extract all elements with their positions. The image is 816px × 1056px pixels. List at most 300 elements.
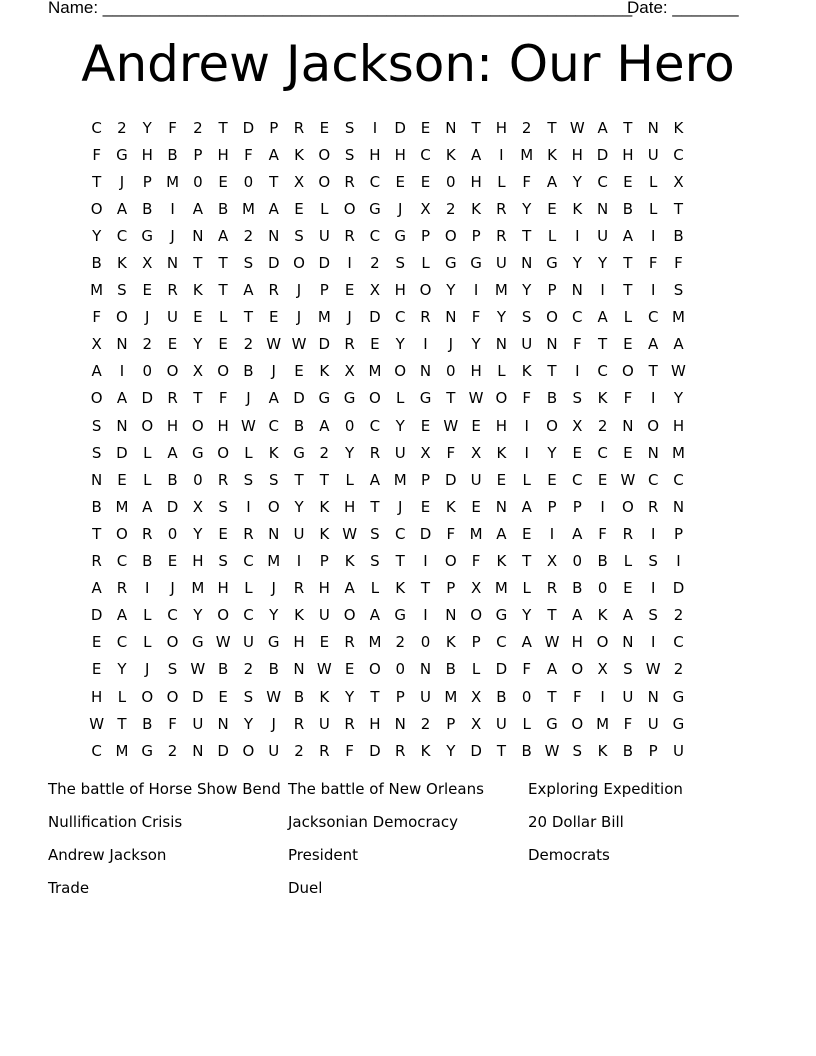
grid-letter: A <box>268 389 279 408</box>
grid-letter: M <box>191 579 205 598</box>
grid-letter: T <box>446 389 456 408</box>
grid-letter: 2 <box>420 714 431 733</box>
grid-letter: S <box>91 443 102 462</box>
grid-letter: B <box>167 145 178 164</box>
grid-letter: U <box>495 714 507 733</box>
grid-row <box>84 602 691 629</box>
word-list-item: Jacksonian Democracy <box>288 813 458 831</box>
grid-letter: O <box>444 552 457 571</box>
grid-letter: A <box>496 524 507 543</box>
grid-letter: S <box>344 118 355 137</box>
grid-letter: L <box>421 254 430 273</box>
grid-letter: B <box>142 714 153 733</box>
grid-letter: C <box>369 416 381 435</box>
grid-letter: H <box>141 145 153 164</box>
grid-letter: O <box>166 687 179 706</box>
grid-letter: M <box>241 199 255 218</box>
grid-letter: X <box>470 687 482 706</box>
grid-letter: R <box>369 443 381 462</box>
grid-letter: 0 <box>193 470 203 489</box>
grid-letter: F <box>572 687 582 706</box>
grid-letter: D <box>596 145 609 164</box>
grid-letter: L <box>623 308 633 327</box>
grid-letter: E <box>597 470 608 489</box>
grid-letter: N <box>268 524 280 543</box>
grid-letter: A <box>319 416 330 435</box>
grid-letter: T <box>193 254 203 273</box>
grid-letter: K <box>117 254 127 273</box>
grid-letter: R <box>243 524 254 543</box>
grid-letter: F <box>168 118 177 137</box>
grid-letter: K <box>471 199 482 218</box>
grid-letter: C <box>673 470 684 489</box>
grid-letter: W <box>291 335 307 354</box>
grid-letter: T <box>319 470 329 489</box>
grid-letter: I <box>170 199 175 218</box>
grid-letter: E <box>623 172 633 191</box>
grid-letter: S <box>167 660 178 679</box>
grid-letter: J <box>397 497 403 516</box>
grid-letter: M <box>672 308 685 327</box>
word-list-item: Nullification Crisis <box>48 813 183 831</box>
grid-letter: T <box>547 362 557 381</box>
grid-letter: I <box>650 524 656 543</box>
grid-letter: O <box>394 362 407 381</box>
grid-letter: K <box>445 497 456 516</box>
grid-letter: B <box>546 389 558 408</box>
grid-row <box>84 629 691 656</box>
grid-letter: B <box>597 552 608 571</box>
grid-letter: J <box>170 579 175 598</box>
grid-letter: M <box>494 579 508 598</box>
grid-letter: F <box>446 443 456 462</box>
grid-letter: C <box>116 552 128 571</box>
grid-row <box>84 737 691 764</box>
grid-letter: N <box>192 226 204 245</box>
grid-letter: O <box>217 443 230 462</box>
grid-letter: 2 <box>395 633 405 652</box>
grid-letter: A <box>597 308 608 327</box>
grid-row <box>84 520 691 547</box>
grid-letter: K <box>496 443 507 462</box>
grid-letter: X <box>293 172 305 191</box>
grid-letter: W <box>266 335 282 354</box>
grid-letter: 2 <box>142 335 153 354</box>
grid-letter: R <box>647 497 659 516</box>
grid-letter: L <box>117 687 127 706</box>
grid-letter: H <box>369 714 381 733</box>
grid-letter: G <box>192 443 204 462</box>
grid-letter: F <box>522 172 532 191</box>
grid-letter: S <box>218 497 228 516</box>
grid-letter: D <box>141 389 154 408</box>
grid-letter: F <box>446 524 456 543</box>
grid-letter: G <box>394 226 407 245</box>
grid-letter: L <box>623 552 633 571</box>
grid-letter: 2 <box>446 199 456 218</box>
grid-letter: B <box>142 199 153 218</box>
grid-letter: B <box>572 579 583 598</box>
grid-letter: M <box>267 552 281 571</box>
grid-letter: I <box>119 362 125 381</box>
grid-letter: O <box>90 199 103 218</box>
grid-letter: 0 <box>167 524 178 543</box>
grid-letter: A <box>344 579 355 598</box>
grid-letter: P <box>420 470 431 489</box>
grid-letter: M <box>317 308 331 327</box>
grid-letter: E <box>91 633 102 652</box>
grid-letter: O <box>141 687 154 706</box>
grid-letter: L <box>244 579 253 598</box>
grid-letter: L <box>649 172 658 191</box>
grid-letter: Y <box>117 660 127 679</box>
grid-row <box>84 548 691 575</box>
grid-letter: D <box>445 470 457 489</box>
grid-letter: K <box>445 633 456 652</box>
grid-letter: C <box>394 524 406 543</box>
grid-letter: H <box>217 145 229 164</box>
grid-letter: P <box>193 145 203 164</box>
grid-letter: I <box>600 497 605 516</box>
grid-letter: C <box>496 633 507 652</box>
grid-letter: I <box>423 335 428 354</box>
grid-letter: X <box>470 443 482 462</box>
grid-letter: A <box>192 199 203 218</box>
word-list-item: Duel <box>288 879 323 897</box>
grid-letter: P <box>142 172 152 191</box>
grid-letter: M <box>368 362 382 381</box>
grid-letter: N <box>622 416 634 435</box>
grid-letter: E <box>420 118 431 137</box>
grid-letter: O <box>116 524 128 543</box>
grid-letter: C <box>673 633 684 652</box>
grid-letter: 0 <box>344 416 355 435</box>
grid-letter: B <box>622 741 634 760</box>
grid-letter: O <box>343 199 356 218</box>
grid-letter: X <box>192 362 203 381</box>
grid-letter: A <box>116 199 128 218</box>
grid-letter: I <box>650 633 656 652</box>
grid-letter: X <box>572 416 583 435</box>
grid-letter: E <box>623 579 633 598</box>
grid-letter: G <box>293 443 305 462</box>
grid-letter: O <box>444 226 457 245</box>
grid-letter: C <box>673 145 684 164</box>
grid-letter: B <box>217 199 229 218</box>
grid-letter: N <box>647 443 659 462</box>
grid-letter: T <box>294 470 304 489</box>
grid-letter: Y <box>193 335 203 354</box>
grid-letter: D <box>217 741 229 760</box>
grid-letter: L <box>218 308 228 327</box>
grid-letter: O <box>267 497 280 516</box>
grid-letter: U <box>647 145 659 164</box>
grid-letter: T <box>269 172 279 191</box>
grid-letter: I <box>650 226 656 245</box>
grid-letter: X <box>470 714 482 733</box>
grid-letter: H <box>394 145 406 164</box>
grid-letter: 0 <box>446 362 456 381</box>
grid-letter: G <box>546 254 558 273</box>
grid-letter: L <box>143 470 152 489</box>
grid-letter: U <box>495 254 507 273</box>
grid-letter: B <box>91 254 102 273</box>
grid-letter: H <box>672 416 685 435</box>
grid-letter: A <box>572 606 583 625</box>
grid-letter: U <box>167 308 179 327</box>
grid-letter: K <box>597 389 608 408</box>
word-list-item: The battle of New Orleans <box>288 780 484 798</box>
grid-letter: H <box>318 579 330 598</box>
grid-letter: H <box>343 497 356 516</box>
grid-letter: F <box>244 145 253 164</box>
grid-letter: L <box>143 443 152 462</box>
grid-letter: P <box>395 687 405 706</box>
grid-letter: I <box>575 226 580 245</box>
grid-letter: H <box>192 552 204 571</box>
grid-letter: G <box>546 714 558 733</box>
grid-letter: P <box>319 281 329 300</box>
grid-letter: E <box>547 199 557 218</box>
grid-letter: Y <box>446 741 456 760</box>
grid-letter: R <box>268 281 279 300</box>
grid-letter: T <box>648 362 658 381</box>
grid-letter: O <box>369 660 381 679</box>
grid-letter: F <box>168 714 177 733</box>
grid-letter: D <box>369 741 381 760</box>
name-field <box>48 0 632 19</box>
grid-letter: 0 <box>420 633 431 652</box>
grid-letter: C <box>420 145 431 164</box>
grid-letter: R <box>622 524 634 543</box>
grid-letter: M <box>469 524 483 543</box>
grid-letter: M <box>166 172 180 191</box>
grid-letter: G <box>495 606 508 625</box>
grid-letter: 0 <box>572 552 583 571</box>
grid-letter: U <box>672 741 684 760</box>
word-list-item: Exploring Expedition <box>528 780 683 798</box>
grid-letter: S <box>370 552 380 571</box>
grid-letter: 2 <box>294 741 304 760</box>
grid-letter: T <box>623 281 633 300</box>
grid-letter: K <box>420 741 431 760</box>
grid-row <box>84 710 691 737</box>
grid-letter: N <box>394 714 406 733</box>
grid-letter: N <box>293 660 305 679</box>
grid-letter: G <box>116 145 128 164</box>
grid-letter: N <box>91 470 103 489</box>
grid-row <box>84 575 691 602</box>
grid-letter: E <box>193 308 203 327</box>
grid-letter: S <box>218 552 228 571</box>
grid-letter: Y <box>193 606 203 625</box>
grid-letter: A <box>91 579 102 598</box>
grid-letter: G <box>192 633 204 652</box>
grid-row <box>84 222 691 249</box>
grid-letter: C <box>268 416 279 435</box>
grid-letter: S <box>91 416 102 435</box>
grid-letter: I <box>524 416 529 435</box>
grid-letter: T <box>547 606 557 625</box>
grid-letter: G <box>343 389 356 408</box>
grid-letter: F <box>345 741 354 760</box>
grid-letter: G <box>369 199 381 218</box>
grid-letter: S <box>294 226 304 245</box>
grid-letter: I <box>600 281 605 300</box>
grid-letter: K <box>319 524 330 543</box>
grid-letter: S <box>344 145 355 164</box>
grid-letter: O <box>470 606 482 625</box>
grid-letter: Y <box>522 606 532 625</box>
grid-letter: D <box>116 443 128 462</box>
grid-letter: P <box>648 741 658 760</box>
grid-letter: 0 <box>446 172 456 191</box>
grid-letter: A <box>572 524 583 543</box>
grid-letter: Y <box>395 335 405 354</box>
grid-letter: R <box>319 741 330 760</box>
grid-letter: R <box>116 579 128 598</box>
grid-letter: T <box>522 226 532 245</box>
grid-letter: J <box>448 335 454 354</box>
grid-letter: I <box>372 118 378 137</box>
grid-letter: U <box>318 606 330 625</box>
grid-letter: T <box>420 579 431 598</box>
grid-letter: D <box>419 524 432 543</box>
grid-row <box>84 304 691 331</box>
grid-letter: H <box>470 172 482 191</box>
grid-letter: J <box>271 714 276 733</box>
grid-letter: T <box>370 497 380 516</box>
word-search-grid <box>84 114 691 764</box>
grid-letter: F <box>522 389 532 408</box>
grid-letter: M <box>672 443 685 462</box>
grid-letter: F <box>471 552 481 571</box>
grid-letter: T <box>218 118 228 137</box>
grid-letter: W <box>316 660 332 679</box>
grid-letter: M <box>368 633 382 652</box>
grid-letter: C <box>572 470 583 489</box>
grid-letter: A <box>673 335 684 354</box>
grid-letter: S <box>395 254 405 273</box>
grid-letter: S <box>268 470 279 489</box>
grid-letter: U <box>293 524 305 543</box>
grid-letter: O <box>571 660 584 679</box>
grid-letter: O <box>166 362 179 381</box>
grid-letter: X <box>470 579 482 598</box>
grid-letter: G <box>444 254 457 273</box>
grid-letter: C <box>243 606 254 625</box>
grid-letter: N <box>217 714 229 733</box>
grid-letter: 0 <box>395 660 405 679</box>
grid-letter: G <box>318 389 331 408</box>
grid-letter: K <box>496 552 507 571</box>
grid-letter: S <box>648 552 658 571</box>
grid-letter: Y <box>395 416 405 435</box>
grid-letter: I <box>524 443 529 462</box>
grid-letter: R <box>217 470 229 489</box>
grid-letter: P <box>420 226 431 245</box>
grid-letter: O <box>217 606 230 625</box>
grid-letter: K <box>344 552 355 571</box>
grid-letter: U <box>318 714 330 733</box>
grid-row <box>84 493 691 520</box>
grid-letter: R <box>293 714 305 733</box>
grid-letter: K <box>319 497 330 516</box>
grid-letter: L <box>143 606 152 625</box>
grid-letter: J <box>170 226 175 245</box>
grid-letter: X <box>420 199 431 218</box>
grid-letter: Y <box>598 254 608 273</box>
grid-letter: A <box>470 145 482 164</box>
grid-letter: E <box>521 524 532 543</box>
grid-letter: A <box>167 443 178 462</box>
grid-letter: I <box>575 362 580 381</box>
grid-row <box>84 385 691 412</box>
grid-letter: 0 <box>142 362 153 381</box>
grid-letter: U <box>394 443 406 462</box>
grid-letter: W <box>544 741 560 760</box>
grid-letter: T <box>395 552 405 571</box>
grid-letter: L <box>244 443 253 462</box>
grid-letter: R <box>394 741 406 760</box>
grid-letter: D <box>192 687 204 706</box>
grid-letter: C <box>597 362 608 381</box>
grid-letter: I <box>499 145 504 164</box>
grid-letter: T <box>218 254 228 273</box>
grid-letter: O <box>116 308 128 327</box>
grid-letter: L <box>345 470 354 489</box>
grid-letter: T <box>117 714 127 733</box>
grid-letter: Y <box>446 281 456 300</box>
grid-letter: U <box>318 226 330 245</box>
grid-letter: U <box>192 714 204 733</box>
grid-letter: P <box>547 281 557 300</box>
grid-letter: K <box>192 281 203 300</box>
grid-letter: R <box>344 172 355 191</box>
grid-letter: M <box>90 281 104 300</box>
grid-letter: Y <box>572 172 582 191</box>
grid-letter: L <box>370 579 380 598</box>
grid-letter: T <box>496 741 506 760</box>
grid-letter: L <box>522 470 531 489</box>
grid-letter: P <box>446 579 456 598</box>
grid-letter: S <box>648 606 658 625</box>
grid-letter: O <box>596 633 609 652</box>
grid-row <box>84 439 691 466</box>
grid-letter: H <box>394 281 406 300</box>
grid-letter: 2 <box>243 335 254 354</box>
grid-letter: B <box>217 660 229 679</box>
grid-letter: N <box>419 362 432 381</box>
grid-letter: A <box>116 606 128 625</box>
grid-letter: O <box>318 172 331 191</box>
grid-letter: C <box>116 226 128 245</box>
grid-letter: H <box>622 145 634 164</box>
grid-letter: F <box>674 254 683 273</box>
grid-row <box>84 466 691 493</box>
date-field <box>627 0 739 19</box>
grid-letter: E <box>294 199 304 218</box>
grid-letter: F <box>623 714 633 733</box>
grid-letter: B <box>167 470 178 489</box>
grid-letter: I <box>423 552 428 571</box>
grid-letter: B <box>622 199 634 218</box>
grid-letter: E <box>395 172 405 191</box>
grid-letter: B <box>673 226 684 245</box>
grid-letter: 2 <box>319 443 330 462</box>
grid-letter: M <box>596 714 610 733</box>
grid-letter: 2 <box>521 118 532 137</box>
